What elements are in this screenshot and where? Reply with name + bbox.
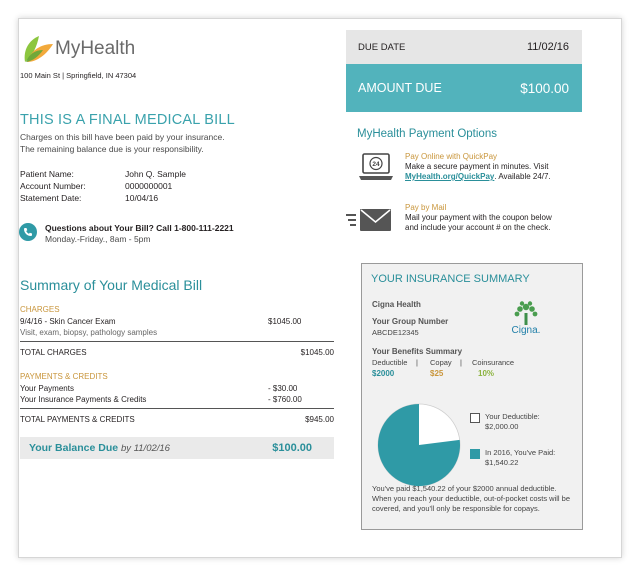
subtitle-line: The remaining balance due is your responsibility. (20, 144, 204, 154)
phone-icon (19, 223, 37, 241)
envelope-icon (346, 207, 394, 233)
summary-title: Summary of Your Medical Bill (20, 277, 203, 293)
payment-row (20, 394, 334, 405)
deductible-value: $2000 (372, 369, 395, 378)
due-date: 11/02/16 (526, 41, 569, 53)
due-date-row (346, 30, 582, 64)
legend-swatch-paid (470, 449, 480, 459)
total-charges: $1045.00 (300, 348, 334, 357)
amount-due: $100.00 (520, 80, 569, 96)
charge-row (20, 316, 334, 327)
insurance-payments: - $760.00 (268, 395, 302, 404)
coinsurance-value: 10% (478, 369, 495, 378)
legend-deductible-value: $2,000.00 (485, 422, 519, 431)
patient-name-label: Patient Name: (20, 169, 74, 179)
patient-name: John Q. Sample (125, 169, 186, 179)
due-date-label: DUE DATE (358, 41, 406, 53)
coinsurance-label: Coinsurance (472, 358, 515, 367)
pay-online-option (405, 152, 551, 182)
legend-deductible-label: Your Deductible: (485, 412, 540, 421)
pay-online-link-line (405, 172, 551, 182)
legend-paid (470, 448, 555, 468)
your-payments-label: Your Payments (20, 384, 74, 393)
benefits-separator: | (416, 358, 418, 367)
pay-by-mail-option (405, 203, 552, 233)
balance-label-text: Your Balance Due (29, 442, 119, 454)
payment-options-title: MyHealth Payment Options (357, 128, 497, 140)
copay-value: $25 (430, 369, 444, 378)
contact-info (45, 223, 234, 245)
total-payments: $945.00 (305, 415, 334, 424)
balance-due-box (20, 437, 334, 459)
balance-due-amount: $100.00 (272, 442, 312, 454)
charge-item-detail: Visit, exam, biopsy, pathology samples (20, 328, 158, 337)
legend-paid-label: In 2016, You've Paid: (485, 448, 556, 457)
brand-name: MyHealth (55, 38, 136, 59)
total-charges-row (20, 342, 334, 358)
pay-by-mail-line: and include your account # on the check. (405, 223, 551, 232)
charge-detail-row (20, 327, 334, 338)
pay-by-mail-heading: Pay by Mail (405, 203, 447, 212)
balance-due-by: by 11/02/16 (121, 443, 170, 454)
quickpay-link[interactable]: MyHealth.org/QuickPay (405, 172, 495, 181)
payments-section-label: PAYMENTS & CREDITS (20, 372, 108, 381)
legend-deductible (470, 412, 540, 432)
charge-amount: $1045.00 (268, 317, 302, 326)
laptop-icon (358, 151, 394, 185)
insurance-summary-title: YOUR INSURANCE SUMMARY (371, 273, 530, 285)
group-number-label: Your Group Number (372, 317, 449, 326)
statement-date: 10/04/16 (125, 193, 159, 203)
account-number: 0000000001 (125, 181, 173, 191)
contact-question: Questions about Your Bill? Call 1-800-111-2221 (45, 223, 234, 233)
charge-item: 9/4/16 - Skin Cancer Exam (20, 317, 116, 326)
benefits-labels (372, 358, 514, 367)
amount-due-row (346, 64, 582, 112)
insurance-summary-panel (361, 263, 583, 530)
insurance-company: Cigna Health (372, 300, 421, 309)
contact-hours: Monday.-Friday., 8am - 5pm (45, 234, 151, 244)
account-number-label: Account Number: (20, 181, 86, 191)
balance-due-label (29, 442, 170, 454)
tree-icon (504, 300, 548, 326)
pay-by-mail-line: Mail your payment with the coupon below (405, 213, 552, 222)
laptop-badge: 24 (372, 161, 380, 168)
copay-label: Copay (430, 358, 452, 367)
statement-date-label: Statement Date: (20, 193, 82, 203)
amount-due-panel (346, 30, 582, 112)
insurance-payments-label: Your Insurance Payments & Credits (20, 395, 147, 404)
your-payments: - $30.00 (268, 384, 298, 393)
myhealth-logo (21, 32, 221, 68)
total-charges-label: TOTAL CHARGES (20, 348, 87, 357)
charges-section-label: CHARGES (20, 305, 60, 314)
amount-due-label: AMOUNT DUE (358, 81, 442, 95)
brand-address: 100 Main St | Springfield, IN 47304 (20, 71, 137, 80)
legend-swatch-deductible (470, 413, 480, 423)
benefits-values (372, 369, 518, 378)
deductible-pie-chart (376, 402, 462, 488)
bill-status-title: THIS IS A FINAL MEDICAL BILL (20, 112, 235, 128)
cigna-wordmark: Cigna. (511, 325, 541, 336)
pay-online-heading: Pay Online with QuickPay (405, 152, 498, 161)
benefits-summary-label: Your Benefits Summary (372, 347, 463, 356)
pay-online-line: Make a secure payment in minutes. Visit (405, 162, 549, 171)
deductible-label: Deductible (372, 358, 408, 367)
pay-online-tail: . Available 24/7. (494, 172, 551, 181)
cigna-logo (504, 300, 548, 340)
legend-paid-value: $1,540.22 (485, 458, 519, 467)
group-number: ABCDE12345 (372, 328, 419, 337)
payment-row (20, 383, 334, 394)
patient-info (20, 168, 186, 204)
total-payments-row (20, 409, 334, 425)
benefits-separator: | (460, 358, 462, 367)
deductible-note: You've paid $1,540.22 of your $2000 annual deductible. When you reach your deductible, out-of-pocket costs will be covered, and you'll only be responsible for copays. (372, 484, 571, 513)
bill-summary-table (20, 305, 334, 425)
total-payments-label: TOTAL PAYMENTS & CREDITS (20, 415, 135, 424)
bill-status-subtitle (20, 131, 280, 155)
leaf-logo-icon (21, 32, 55, 66)
subtitle-line: Charges on this bill have been paid by your insurance. (20, 132, 225, 142)
